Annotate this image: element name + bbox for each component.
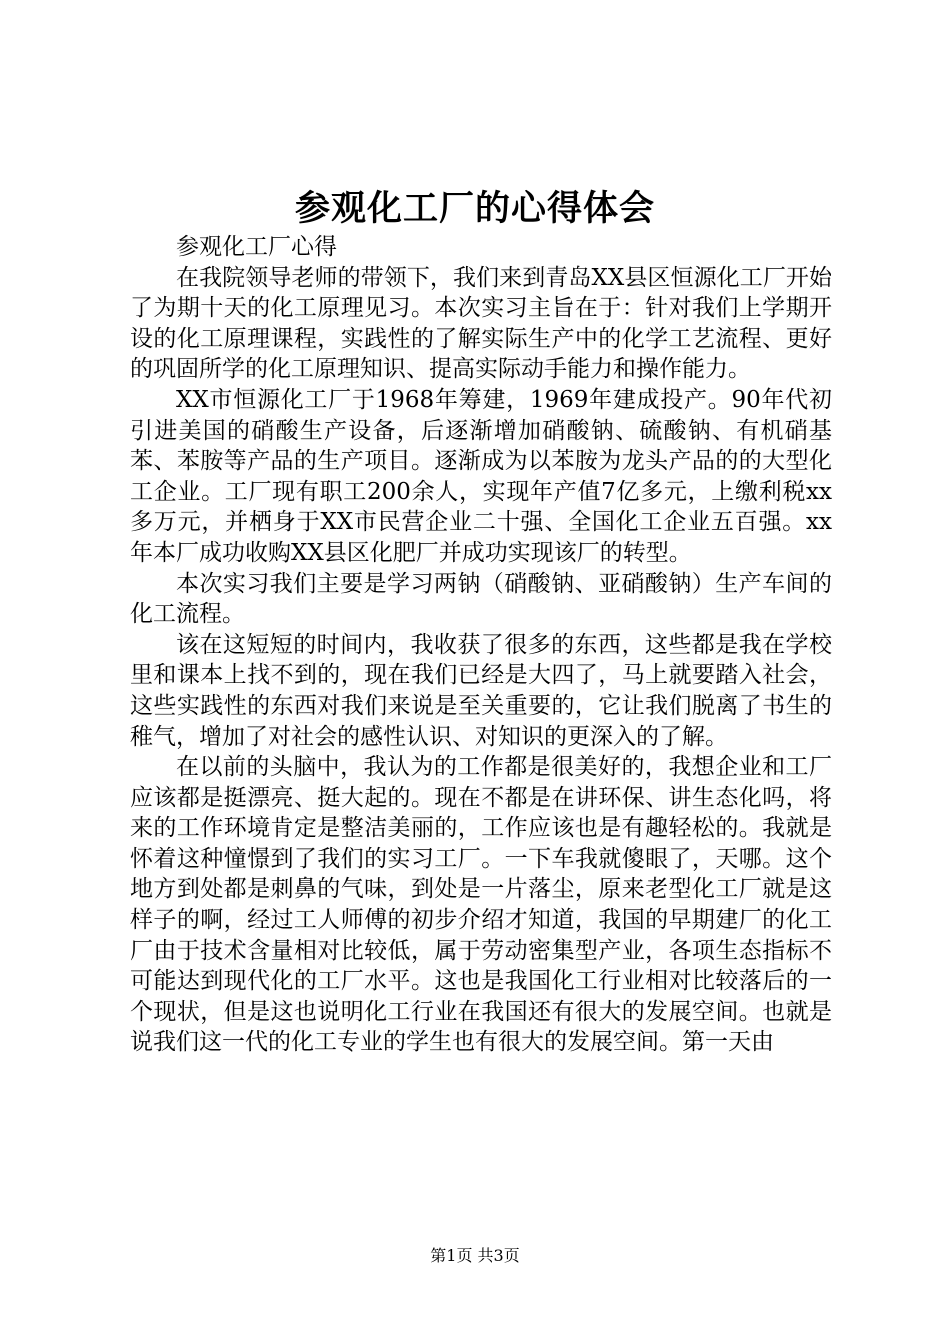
paragraph-gains: 该在这短短的时间内，我收获了很多的东西，这些都是我在学校里和课本上找不到的，现在我们已经是大四了，马上就要踏入社会，这些实践性的东西对我们来说是至关重要的，它让我们脱离了书生的稚气，增加了对社会的感性认识、对知识的更深入的了解。 (130, 631, 832, 750)
document-title: 参观化工厂的心得体会 (294, 188, 655, 229)
paragraph-intro: 在我院领导老师的带领下，我们来到青岛XX县区恒源化工厂开始了为期十天的化工原理见习。本次实习主旨在于：针对我们上学期开设的化工原理课程，实践性的了解实际生产中的化学工艺流程、更好的巩固所学的化工原理知识、提高实际动手能力和操作能力。 (130, 264, 832, 383)
page-number-footer: 第1页 共3页 (430, 1246, 520, 1265)
paragraph-internship-focus: 本次实习我们主要是学习两钠（硝酸钠、亚硝酸钠）生产车间的化工流程。 (130, 570, 832, 628)
paragraph-impressions: 在以前的头脑中，我认为的工作都是很美好的，我想企业和工厂应该都是挺漂亮、挺大起的。现在不都是在讲环保、讲生态化吗，将来的工作环境肯定是整洁美丽的，工作应该也是有趣轻松的。我就是怀着这种憧憬到了我们的实习工厂。一下车我就傻眼了，天哪。这个地方到处都是刺鼻的气味，到处是一片落尘，原来老型化工厂就是这样子的啊，经过工人师傅的初步介绍才知道，我国的早期建厂的化工厂由于技术含量相对比较低，属于劳动密集型产业，各项生态指标不可能达到现代化的工厂水平。这也是我国化工行业相对比较落后的一个现状，但是这也说明化工行业在我国还有很大的发展空间。也就是说我们这一代的化工专业的学生也有很大的发展空间。第一天由 (130, 754, 832, 1056)
paragraph-factory-history: XX市恒源化工厂于1968年筹建，1969年建成投产。90年代初引进美国的硝酸生产设备，后逐渐增加硝酸钠、硫酸钠、有机硝基苯、苯胺等产品的生产项目。逐渐成为以苯胺为龙头产品的的大型化工企业。工厂现有职工200余人，实现年产值7亿多元，上缴利税xx多万元，并栖身于XX市民营企业二十强、全国化工企业五百强。xx年本厂成功收购XX县区化肥厂并成功实现该厂的转型。 (130, 386, 832, 566)
document-body (130, 232, 832, 1058)
paragraph-subtitle: 参观化工厂心得 (176, 234, 337, 260)
